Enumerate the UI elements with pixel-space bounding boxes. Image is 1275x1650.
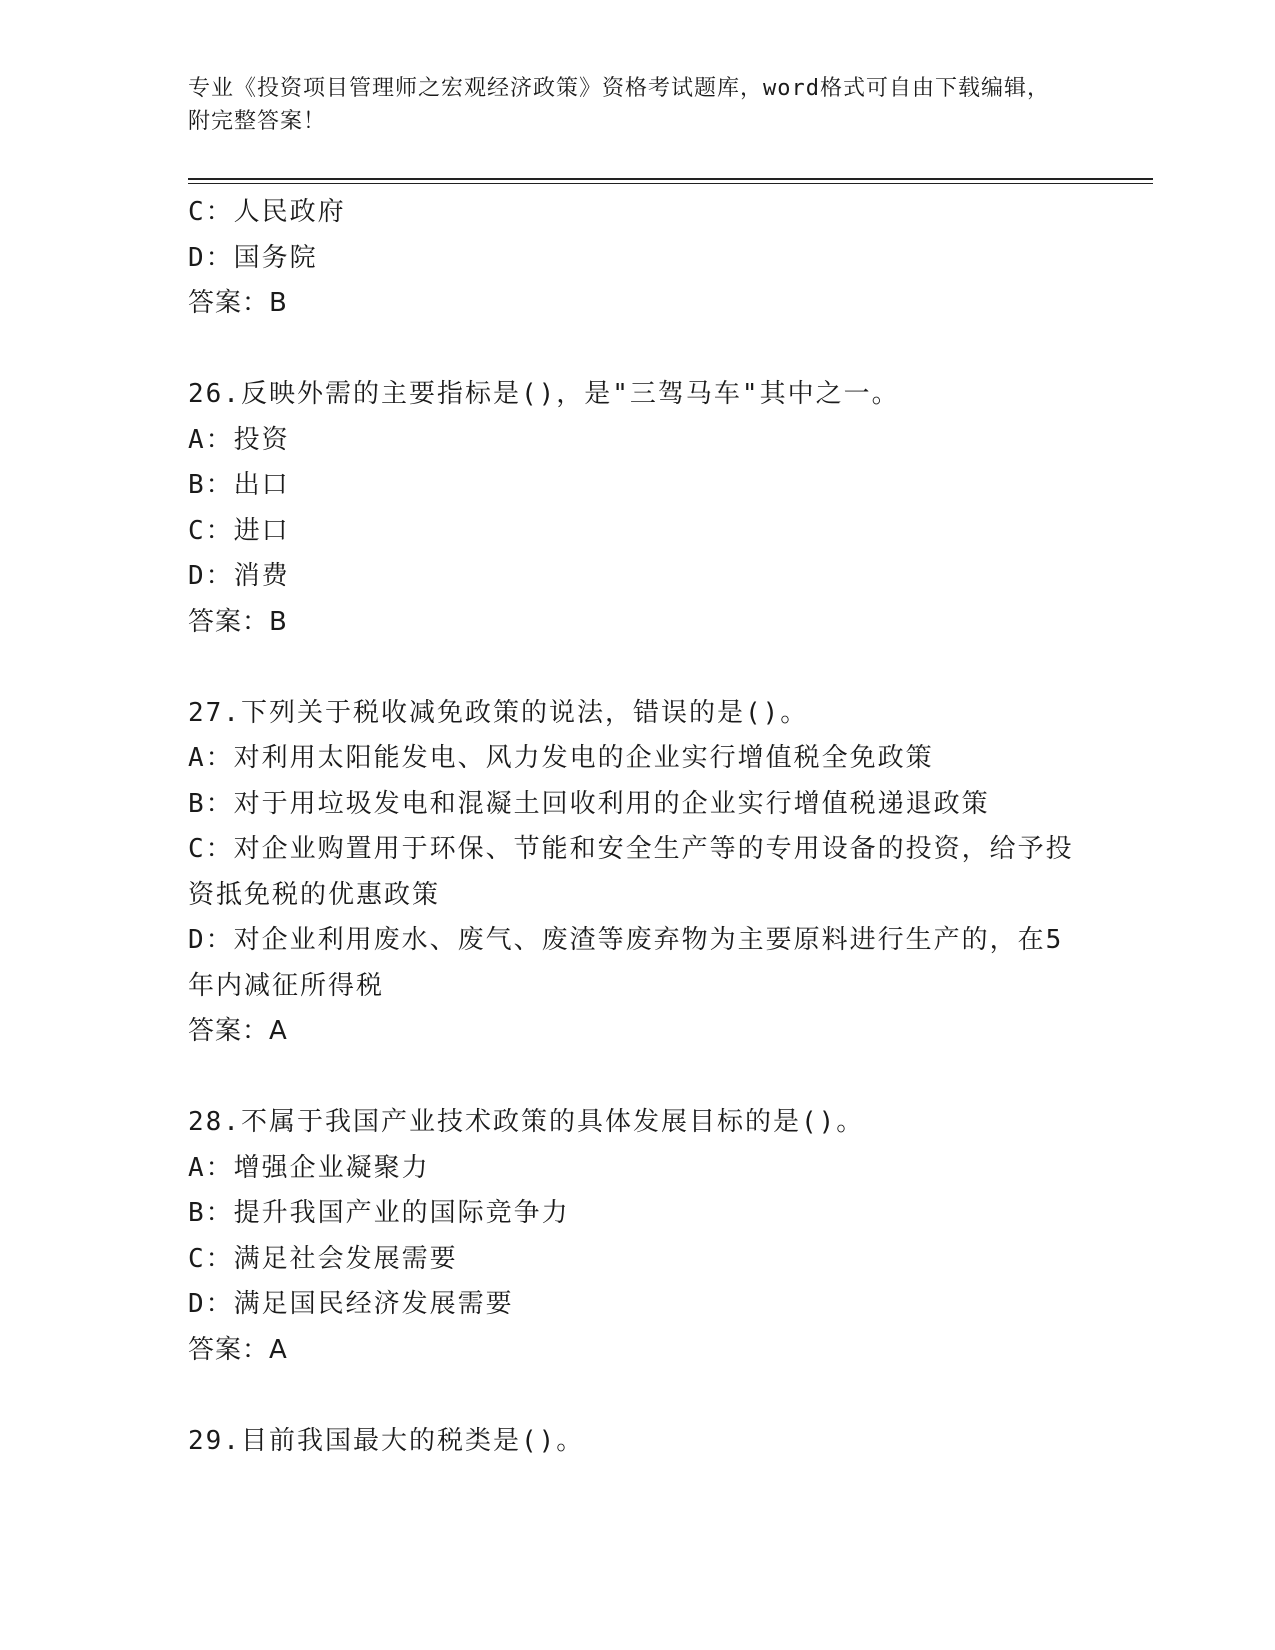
option-b: B：提升我国产业的国际竞争力 xyxy=(188,1198,570,1228)
option-a: A：对利用太阳能发电、风力发电的企业实行增值税全免政策 xyxy=(188,743,934,773)
option-c: C：人民政府 xyxy=(188,197,346,227)
option-b: B：出口 xyxy=(188,470,290,500)
header-rule-thin xyxy=(188,183,1153,184)
question-stem: 26.反映外需的主要指标是()，是"三驾马车"其中之一。 xyxy=(188,379,900,409)
option-c: C：对企业购置用于环保、节能和安全生产等的专用设备的投资，给予投资抵免税的优惠政策 xyxy=(188,834,1074,910)
option-a: A：增强企业凝聚力 xyxy=(188,1152,430,1183)
option-d: D：国务院 xyxy=(188,242,318,273)
option-d: D：消费 xyxy=(188,561,290,591)
header-text: 专业《投资项目管理师之宏观经济政策》资格考试题库，word格式可自由下载编辑，附完整答案！ xyxy=(188,76,1050,134)
answer: 答案：A xyxy=(188,1334,288,1365)
question-stem: 29.目前我国最大的税类是()。 xyxy=(188,1425,585,1456)
option-b: B：对于用垃圾发电和混凝土回收利用的企业实行增值税递退政策 xyxy=(188,788,990,819)
option-a: A：投资 xyxy=(188,424,290,455)
answer: 答案：A xyxy=(188,1016,288,1046)
question-stem: 28.不属于我国产业技术政策的具体发展目标的是()。 xyxy=(188,1107,865,1137)
option-c: C：进口 xyxy=(188,515,290,546)
option-d: D：满足国民经济发展需要 xyxy=(188,1289,514,1319)
option-c: C：满足社会发展需要 xyxy=(188,1243,458,1274)
option-d: D：对企业利用废水、废气、废渣等废弃物为主要原料进行生产的，在5年内减征所得税 xyxy=(188,925,1064,1001)
document-header xyxy=(188,72,1068,138)
question-list xyxy=(188,190,1088,1464)
answer: 答案：B xyxy=(188,606,288,637)
header-rule-thick xyxy=(188,178,1153,180)
question-stem: 27.下列关于税收减免政策的说法，错误的是()。 xyxy=(188,697,809,728)
answer: 答案：B xyxy=(188,288,288,318)
